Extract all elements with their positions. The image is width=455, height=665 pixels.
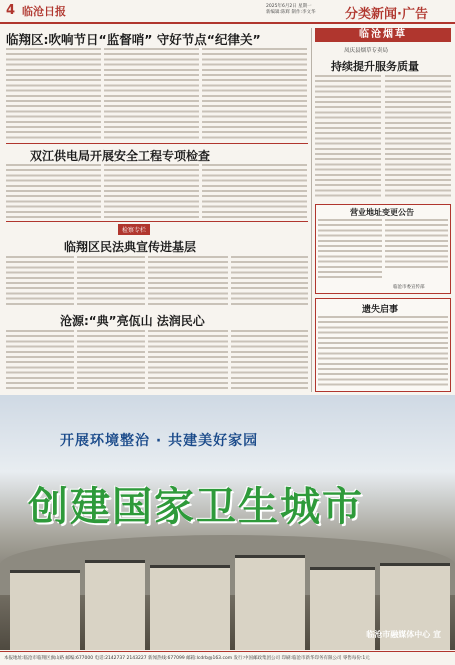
article-4-col-1 — [6, 330, 74, 390]
article-1-col-2 — [104, 48, 199, 140]
ad-building — [235, 555, 305, 650]
article-1-title: 临翔区:吹响节日“监督哨” 守好节点“纪律关” — [6, 32, 261, 47]
tobacco-col-2 — [385, 75, 451, 200]
article-1-col-3 — [202, 48, 307, 140]
article-1-col-1 — [6, 48, 101, 140]
article-4-col-2 — [77, 330, 145, 390]
article-3-title: 临翔区民法典宣传进基层 — [64, 240, 197, 254]
article-2-col-2 — [104, 164, 199, 218]
address-notice-title: 营业地址变更公告 — [350, 208, 414, 217]
masthead — [0, 0, 455, 24]
ad-slogan: 开展环境整治 · 共建美好家园 — [60, 433, 259, 449]
ad-building — [10, 570, 80, 650]
dateline — [266, 4, 315, 16]
tobacco-banner: 临沧烟草 — [315, 28, 451, 42]
tobacco-title: 持续提升服务质量 — [331, 60, 419, 73]
page-number: 4 — [6, 3, 16, 18]
article-4-col-4 — [231, 330, 308, 390]
lost-notice-title: 遗失启事 — [362, 305, 399, 315]
dateline-editor: 新编辑:陈辉 制作:李文华 — [266, 10, 316, 15]
article-3-col-2 — [77, 256, 145, 306]
lost-notice-body — [318, 316, 448, 388]
ad-headline: 创建国家卫生城市 — [28, 483, 364, 530]
address-notice-signature: 临沧市委宣传部 — [393, 285, 425, 290]
article-2-title: 双江供电局开展安全工程专项检查 — [30, 149, 211, 163]
section-title: 分类新闻·广告 — [345, 7, 428, 22]
article-2-col-1 — [6, 164, 101, 218]
article-3-col-1 — [6, 256, 74, 306]
ad-building — [85, 560, 145, 650]
dateline-date: 2025年6月2日 星期一 — [266, 4, 312, 9]
article-4-col-3 — [148, 330, 228, 390]
ad-publisher: 临沧市融媒体中心 宣 — [366, 630, 441, 639]
tobacco-col-1 — [315, 75, 381, 200]
article-4-title: 沧源:“典”亮佤山 法润民心 — [60, 314, 205, 328]
tobacco-subtitle: 凤庆县烟草专卖局 — [344, 48, 389, 54]
sanitation-ad — [0, 395, 455, 650]
article-2-col-3 — [202, 164, 307, 218]
divider — [6, 143, 308, 144]
footer-info: 本报地址:临沧市临翔区旗山路 邮编:677000 电话:2142737 2143227 新闻热线:677099 邮箱:lcdrb@163.com 发行:中国邮政集团公司 印刷:临沧市新华印务有限公司 零售每份:1元 — [0, 651, 455, 665]
column-divider — [311, 28, 312, 392]
article-3-col-3 — [148, 256, 228, 306]
paper-name: 临沧日报 — [22, 5, 66, 18]
divider — [6, 221, 308, 222]
address-notice-col-1 — [318, 219, 382, 279]
address-notice-col-2 — [385, 219, 448, 269]
article-3-col-4 — [231, 256, 308, 306]
column-label: 检察专栏 — [118, 224, 150, 235]
ad-building — [150, 565, 230, 650]
